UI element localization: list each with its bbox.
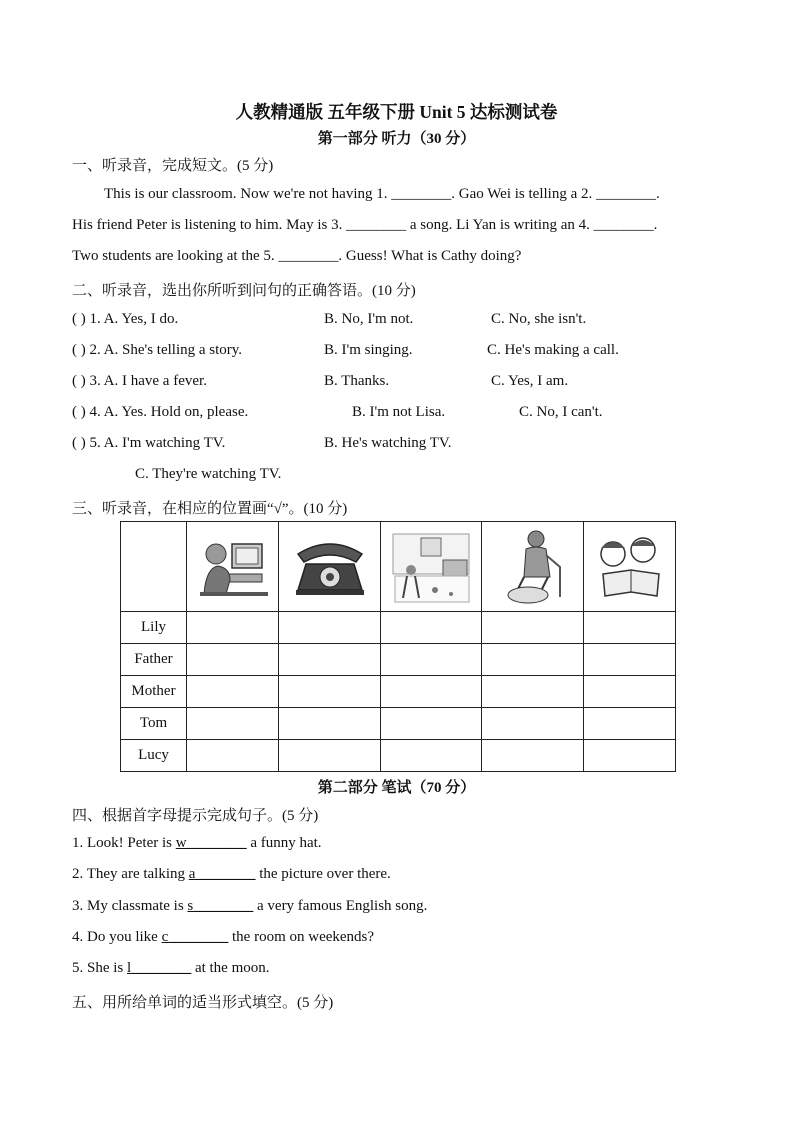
messy-room-icon	[391, 530, 471, 604]
check-cell[interactable]	[279, 644, 381, 676]
table-row	[121, 644, 676, 676]
row-name: Lily	[121, 612, 187, 644]
question-4-a: ( ) 4. A. Yes. Hold on, please.	[72, 404, 249, 420]
answer-blank[interactable]: ________	[131, 960, 192, 976]
check-cell[interactable]	[381, 740, 482, 772]
question-3-a: ( ) 3. A. I have a fever.	[72, 373, 207, 389]
picture-telephone	[279, 522, 381, 612]
telephone-icon	[292, 536, 368, 598]
row-name: Father	[121, 644, 187, 676]
computer-user-icon	[196, 534, 270, 600]
row-name: Mother	[121, 676, 187, 708]
question-5-c: C. They're watching TV.	[135, 466, 282, 482]
fill-item-5: 5. She is l________ at the moon.	[72, 960, 270, 976]
hint-letter: c	[161, 929, 169, 945]
passage-line-3: Two students are looking at the 5. ________. Guess! What is Cathy doing?	[72, 248, 522, 264]
check-cell[interactable]	[187, 740, 279, 772]
passage-line-2: His friend Peter is listening to him. May is 3. ________ a song. Li Yan is writing an 4. ________.	[72, 217, 658, 233]
check-cell[interactable]	[381, 612, 482, 644]
question-3-c: C. Yes, I am.	[491, 373, 569, 389]
check-cell[interactable]	[482, 612, 584, 644]
question-5-b: B. He's watching TV.	[324, 435, 452, 451]
girl-washing-icon	[498, 527, 568, 607]
question-1-b: B. No, I'm not.	[324, 311, 414, 327]
corner-cell	[121, 522, 187, 612]
table-row	[121, 676, 676, 708]
check-cell[interactable]	[482, 740, 584, 772]
section1-heading: 一、听录音，完成短文。(5 分)	[72, 158, 274, 174]
hint-letter: s	[187, 898, 194, 914]
row-name: Tom	[121, 708, 187, 740]
check-cell[interactable]	[279, 740, 381, 772]
check-cell[interactable]	[187, 612, 279, 644]
picture-computer-user	[187, 522, 279, 612]
check-cell[interactable]	[482, 644, 584, 676]
fill-item-3: 3. My classmate is s________ a very famous English song.	[72, 898, 428, 914]
question-3-b: B. Thanks.	[324, 373, 390, 389]
children-reading-icon	[591, 534, 669, 600]
table-row	[121, 708, 676, 740]
check-cell[interactable]	[584, 676, 676, 708]
check-cell[interactable]	[584, 740, 676, 772]
table-row	[121, 612, 676, 644]
question-1-c: C. No, she isn't.	[491, 311, 587, 327]
check-cell[interactable]	[279, 612, 381, 644]
hint-letter: l	[127, 960, 132, 976]
answer-blank[interactable]: ________	[193, 898, 254, 914]
question-2-a: ( ) 2. A. She's telling a story.	[72, 342, 243, 358]
question-5-a: ( ) 5. A. I'm watching TV.	[72, 435, 226, 451]
page-title: 人教精通版 五年级下册 Unit 5 达标测试卷	[235, 102, 558, 122]
question-2-b: B. I'm singing.	[324, 342, 413, 358]
check-cell[interactable]	[584, 708, 676, 740]
part2-heading: 第二部分 笔试（70 分）	[317, 780, 476, 796]
check-cell[interactable]	[187, 708, 279, 740]
question-4-b: B. I'm not Lisa.	[352, 404, 446, 420]
check-cell[interactable]	[187, 676, 279, 708]
check-cell[interactable]	[279, 708, 381, 740]
question-1-a: ( ) 1. A. Yes, I do.	[72, 311, 179, 327]
check-cell[interactable]	[584, 612, 676, 644]
fill-item-1: 1. Look! Peter is w________ a funny hat.	[72, 835, 322, 851]
table-row	[121, 740, 676, 772]
question-2-c: C. He's making a call.	[487, 342, 619, 358]
row-name: Lucy	[121, 740, 187, 772]
check-cell[interactable]	[381, 708, 482, 740]
answer-blank[interactable]: ________	[186, 835, 247, 851]
answer-blank[interactable]: ________	[168, 929, 229, 945]
listening-check-table	[120, 521, 676, 772]
check-cell[interactable]	[187, 644, 279, 676]
passage-line-1: This is our classroom. Now we're not having 1. ________. Gao Wei is telling a 2. ________.	[104, 186, 660, 202]
question-4-c: C. No, I can't.	[519, 404, 603, 420]
section2-heading: 二、听录音，选出你所听到问句的正确答语。(10 分)	[72, 283, 416, 299]
check-cell[interactable]	[584, 644, 676, 676]
fill-item-4: 4. Do you like c________ the room on weekends?	[72, 929, 375, 945]
fill-item-2: 2. They are talking a________ the picture over there.	[72, 866, 391, 882]
check-cell[interactable]	[482, 676, 584, 708]
picture-messy-room	[381, 522, 482, 612]
picture-children-reading	[584, 522, 676, 612]
hint-letter: a	[188, 866, 196, 882]
part1-heading: 第一部分 听力（30 分）	[317, 131, 476, 147]
section5-heading: 五、用所给单词的适当形式填空。(5 分)	[72, 995, 334, 1011]
hint-letter: w	[175, 835, 187, 851]
picture-girl-washing	[482, 522, 584, 612]
check-cell[interactable]	[482, 708, 584, 740]
check-cell[interactable]	[279, 676, 381, 708]
section3-heading: 三、听录音，在相应的位置画“√”。(10 分)	[72, 501, 348, 517]
section4-heading: 四、根据首字母提示完成句子。(5 分)	[72, 808, 319, 824]
check-cell[interactable]	[381, 676, 482, 708]
check-cell[interactable]	[381, 644, 482, 676]
answer-blank[interactable]: ________	[195, 866, 256, 882]
